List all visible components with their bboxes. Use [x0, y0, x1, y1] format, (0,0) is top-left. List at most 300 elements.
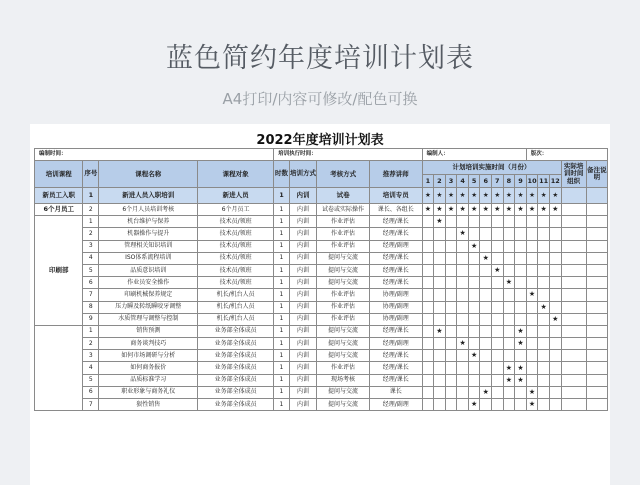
course-cell[interactable]: 商务谈判技巧: [99, 338, 198, 350]
month-7-cell[interactable]: [492, 289, 504, 301]
hours-cell[interactable]: 1: [274, 386, 290, 398]
month-11-cell[interactable]: [538, 350, 550, 362]
month-12-cell[interactable]: [549, 289, 561, 301]
assess-cell[interactable]: 作业评估: [317, 228, 370, 240]
month-10-cell[interactable]: [526, 338, 538, 350]
actual-time-cell[interactable]: [561, 216, 586, 228]
month-7-cell[interactable]: [492, 277, 504, 289]
lecturer-cell[interactable]: 经理/课长: [369, 325, 422, 337]
month-11-cell[interactable]: ★: [538, 301, 550, 313]
month-3-cell[interactable]: [445, 264, 457, 276]
month-3-cell[interactable]: [445, 240, 457, 252]
actual-time-cell[interactable]: [561, 313, 586, 325]
hours-cell[interactable]: 1: [274, 338, 290, 350]
method-cell[interactable]: 内训: [289, 277, 316, 289]
hours-cell[interactable]: 1: [274, 216, 290, 228]
method-cell[interactable]: 内训: [289, 264, 316, 276]
month-3-cell[interactable]: [445, 374, 457, 386]
actual-time-cell[interactable]: [561, 188, 586, 204]
month-10-cell[interactable]: [526, 277, 538, 289]
month-8-cell[interactable]: [503, 313, 515, 325]
month-6-cell[interactable]: [480, 350, 492, 362]
actual-time-cell[interactable]: [561, 289, 586, 301]
month-7-cell[interactable]: ★: [492, 204, 504, 216]
course-cell[interactable]: ISO体系流程培训: [99, 252, 198, 264]
month-11-cell[interactable]: ★: [538, 188, 550, 204]
month-1-cell[interactable]: [422, 289, 434, 301]
hours-cell[interactable]: 1: [274, 228, 290, 240]
course-cell[interactable]: 品质意识培训: [99, 264, 198, 276]
month-1-cell[interactable]: [422, 277, 434, 289]
month-3-cell[interactable]: ★: [445, 188, 457, 204]
month-2-cell[interactable]: [434, 264, 446, 276]
month-8-cell[interactable]: [503, 216, 515, 228]
remark-cell[interactable]: [586, 240, 607, 252]
month-9-cell[interactable]: ★: [515, 338, 527, 350]
month-4-cell[interactable]: [457, 240, 469, 252]
method-cell[interactable]: 内训: [289, 301, 316, 313]
actual-time-cell[interactable]: [561, 240, 586, 252]
month-8-cell[interactable]: [503, 289, 515, 301]
month-2-cell[interactable]: [434, 252, 446, 264]
method-cell[interactable]: 内训: [289, 399, 316, 411]
month-1-cell[interactable]: [422, 338, 434, 350]
remark-cell[interactable]: [586, 204, 607, 216]
month-7-cell[interactable]: [492, 313, 504, 325]
month-2-cell[interactable]: ★: [434, 188, 446, 204]
month-9-cell[interactable]: [515, 313, 527, 325]
month-4-cell[interactable]: [457, 313, 469, 325]
month-4-cell[interactable]: [457, 399, 469, 411]
month-11-cell[interactable]: [538, 277, 550, 289]
month-12-cell[interactable]: ★: [549, 188, 561, 204]
month-7-cell[interactable]: [492, 216, 504, 228]
month-9-cell[interactable]: [515, 277, 527, 289]
month-6-cell[interactable]: [480, 289, 492, 301]
month-9-cell[interactable]: [515, 386, 527, 398]
month-2-cell[interactable]: [434, 289, 446, 301]
month-11-cell[interactable]: [538, 289, 550, 301]
lecturer-cell[interactable]: 协理/副理: [369, 301, 422, 313]
month-10-cell[interactable]: [526, 325, 538, 337]
lecturer-cell[interactable]: 培训专员: [369, 188, 422, 204]
month-7-cell[interactable]: [492, 399, 504, 411]
month-12-cell[interactable]: [549, 374, 561, 386]
month-7-cell[interactable]: [492, 338, 504, 350]
month-6-cell[interactable]: ★: [480, 386, 492, 398]
month-9-cell[interactable]: [515, 264, 527, 276]
course-cell[interactable]: 作业员安全操作: [99, 277, 198, 289]
month-5-cell[interactable]: [468, 362, 480, 374]
month-3-cell[interactable]: [445, 252, 457, 264]
lecturer-cell[interactable]: 经理/副理: [369, 338, 422, 350]
month-2-cell[interactable]: [434, 338, 446, 350]
month-2-cell[interactable]: [434, 350, 446, 362]
hours-cell[interactable]: 1: [274, 277, 290, 289]
assess-cell[interactable]: 试卷: [317, 188, 370, 204]
course-cell[interactable]: 水质管理与调整与控制: [99, 313, 198, 325]
month-9-cell[interactable]: [515, 252, 527, 264]
course-cell[interactable]: 职业形象与商务礼仪: [99, 386, 198, 398]
month-10-cell[interactable]: ★: [526, 188, 538, 204]
month-1-cell[interactable]: [422, 240, 434, 252]
month-11-cell[interactable]: [538, 399, 550, 411]
remark-cell[interactable]: [586, 264, 607, 276]
method-cell[interactable]: 内训: [289, 338, 316, 350]
month-3-cell[interactable]: [445, 216, 457, 228]
month-6-cell[interactable]: [480, 362, 492, 374]
month-3-cell[interactable]: [445, 301, 457, 313]
month-5-cell[interactable]: [468, 228, 480, 240]
month-5-cell[interactable]: [468, 289, 480, 301]
month-2-cell[interactable]: [434, 301, 446, 313]
month-5-cell[interactable]: [468, 301, 480, 313]
month-9-cell[interactable]: [515, 399, 527, 411]
month-10-cell[interactable]: [526, 350, 538, 362]
month-10-cell[interactable]: [526, 313, 538, 325]
month-3-cell[interactable]: [445, 277, 457, 289]
month-8-cell[interactable]: [503, 252, 515, 264]
month-12-cell[interactable]: [549, 228, 561, 240]
month-12-cell[interactable]: [549, 216, 561, 228]
month-11-cell[interactable]: [538, 386, 550, 398]
assess-cell[interactable]: 作业评估: [317, 216, 370, 228]
month-2-cell[interactable]: [434, 313, 446, 325]
hours-cell[interactable]: 1: [274, 252, 290, 264]
audience-cell[interactable]: 6个月员工: [198, 204, 274, 216]
actual-time-cell[interactable]: [561, 350, 586, 362]
month-11-cell[interactable]: [538, 325, 550, 337]
method-cell[interactable]: 内训: [289, 289, 316, 301]
month-5-cell[interactable]: ★: [468, 399, 480, 411]
month-7-cell[interactable]: [492, 228, 504, 240]
month-7-cell[interactable]: [492, 362, 504, 374]
month-1-cell[interactable]: [422, 252, 434, 264]
month-5-cell[interactable]: [468, 313, 480, 325]
month-10-cell[interactable]: [526, 264, 538, 276]
audience-cell[interactable]: 机长/机台人员: [198, 289, 274, 301]
hours-cell[interactable]: 1: [274, 264, 290, 276]
month-10-cell[interactable]: ★: [526, 386, 538, 398]
month-6-cell[interactable]: ★: [480, 252, 492, 264]
month-2-cell[interactable]: [434, 277, 446, 289]
month-5-cell[interactable]: ★: [468, 350, 480, 362]
month-5-cell[interactable]: [468, 264, 480, 276]
actual-time-cell[interactable]: [561, 301, 586, 313]
month-8-cell[interactable]: [503, 386, 515, 398]
month-3-cell[interactable]: [445, 228, 457, 240]
month-3-cell[interactable]: [445, 338, 457, 350]
month-9-cell[interactable]: [515, 216, 527, 228]
actual-time-cell[interactable]: [561, 252, 586, 264]
remark-cell[interactable]: [586, 313, 607, 325]
audience-cell[interactable]: 业务部全体成员: [198, 338, 274, 350]
month-9-cell[interactable]: [515, 289, 527, 301]
month-9-cell[interactable]: [515, 228, 527, 240]
month-5-cell[interactable]: ★: [468, 204, 480, 216]
month-10-cell[interactable]: ★: [526, 289, 538, 301]
month-3-cell[interactable]: [445, 313, 457, 325]
month-9-cell[interactable]: [515, 350, 527, 362]
assess-cell[interactable]: 提问与交流: [317, 264, 370, 276]
course-cell[interactable]: 如何市场调研与分析: [99, 350, 198, 362]
month-11-cell[interactable]: [538, 264, 550, 276]
remark-cell[interactable]: [586, 188, 607, 204]
month-5-cell[interactable]: [468, 277, 480, 289]
hours-cell[interactable]: 1: [274, 289, 290, 301]
month-12-cell[interactable]: [549, 338, 561, 350]
month-12-cell[interactable]: [549, 301, 561, 313]
month-3-cell[interactable]: ★: [445, 204, 457, 216]
lecturer-cell[interactable]: 经理/课长: [369, 264, 422, 276]
month-3-cell[interactable]: [445, 362, 457, 374]
lecturer-cell[interactable]: 经理/课长: [369, 277, 422, 289]
audience-cell[interactable]: 业务部全体成员: [198, 350, 274, 362]
month-12-cell[interactable]: [549, 350, 561, 362]
lecturer-cell[interactable]: 经理/课长: [369, 350, 422, 362]
actual-time-cell[interactable]: [561, 338, 586, 350]
month-4-cell[interactable]: ★: [457, 204, 469, 216]
month-9-cell[interactable]: ★: [515, 325, 527, 337]
month-7-cell[interactable]: [492, 301, 504, 313]
actual-time-cell[interactable]: [561, 264, 586, 276]
method-cell[interactable]: 内训: [289, 228, 316, 240]
remark-cell[interactable]: [586, 252, 607, 264]
course-cell[interactable]: 印刷机械保养规定: [99, 289, 198, 301]
month-6-cell[interactable]: ★: [480, 188, 492, 204]
month-2-cell[interactable]: ★: [434, 204, 446, 216]
month-7-cell[interactable]: [492, 350, 504, 362]
hours-cell[interactable]: 1: [274, 399, 290, 411]
assess-cell[interactable]: 提问与交流: [317, 386, 370, 398]
hours-cell[interactable]: 1: [274, 350, 290, 362]
course-cell[interactable]: 机器操作与提升: [99, 228, 198, 240]
assess-cell[interactable]: 作业评估: [317, 240, 370, 252]
assess-cell[interactable]: 现场考核: [317, 374, 370, 386]
lecturer-cell[interactable]: 课长: [369, 386, 422, 398]
audience-cell[interactable]: 业务部全体成员: [198, 386, 274, 398]
execution-time-cell[interactable]: 培训执行时间：: [274, 149, 423, 161]
month-10-cell[interactable]: [526, 362, 538, 374]
hours-cell[interactable]: 1: [274, 204, 290, 216]
month-12-cell[interactable]: [549, 399, 561, 411]
hours-cell[interactable]: 1: [274, 301, 290, 313]
actual-time-cell[interactable]: [561, 399, 586, 411]
assess-cell[interactable]: 试卷或实际操作: [317, 204, 370, 216]
remark-cell[interactable]: [586, 325, 607, 337]
month-6-cell[interactable]: [480, 313, 492, 325]
month-11-cell[interactable]: [538, 338, 550, 350]
method-cell[interactable]: 内训: [289, 325, 316, 337]
month-12-cell[interactable]: ★: [549, 204, 561, 216]
course-cell[interactable]: 狠性销售: [99, 399, 198, 411]
course-cell[interactable]: 管理相关知识培训: [99, 240, 198, 252]
month-3-cell[interactable]: [445, 350, 457, 362]
lecturer-cell[interactable]: 课长、各组长: [369, 204, 422, 216]
month-7-cell[interactable]: ★: [492, 264, 504, 276]
remark-cell[interactable]: [586, 399, 607, 411]
hours-cell[interactable]: 1: [274, 362, 290, 374]
method-cell[interactable]: 内训: [289, 362, 316, 374]
month-7-cell[interactable]: [492, 252, 504, 264]
month-11-cell[interactable]: [538, 216, 550, 228]
month-6-cell[interactable]: [480, 216, 492, 228]
audience-cell[interactable]: 技术员/领班: [198, 228, 274, 240]
month-4-cell[interactable]: ★: [457, 188, 469, 204]
month-5-cell[interactable]: [468, 386, 480, 398]
method-cell[interactable]: 内训: [289, 252, 316, 264]
audience-cell[interactable]: 机长/机台人员: [198, 313, 274, 325]
month-8-cell[interactable]: [503, 350, 515, 362]
month-4-cell[interactable]: ★: [457, 338, 469, 350]
method-cell[interactable]: 内训: [289, 350, 316, 362]
month-1-cell[interactable]: [422, 350, 434, 362]
month-5-cell[interactable]: [468, 338, 480, 350]
actual-time-cell[interactable]: [561, 277, 586, 289]
month-5-cell[interactable]: [468, 325, 480, 337]
remark-cell[interactable]: [586, 350, 607, 362]
month-8-cell[interactable]: [503, 240, 515, 252]
month-1-cell[interactable]: [422, 264, 434, 276]
month-6-cell[interactable]: [480, 374, 492, 386]
lecturer-cell[interactable]: 经理/课长: [369, 228, 422, 240]
month-12-cell[interactable]: ★: [549, 313, 561, 325]
audience-cell[interactable]: 新进人员: [198, 188, 274, 204]
month-8-cell[interactable]: [503, 301, 515, 313]
audience-cell[interactable]: 机长/机台人员: [198, 301, 274, 313]
month-1-cell[interactable]: [422, 313, 434, 325]
audience-cell[interactable]: 业务部全体成员: [198, 374, 274, 386]
month-8-cell[interactable]: ★: [503, 204, 515, 216]
lecturer-cell[interactable]: 经理/副理: [369, 240, 422, 252]
month-10-cell[interactable]: [526, 301, 538, 313]
month-6-cell[interactable]: [480, 338, 492, 350]
assess-cell[interactable]: 提问与交流: [317, 252, 370, 264]
month-12-cell[interactable]: [549, 386, 561, 398]
assess-cell[interactable]: 提问与交流: [317, 277, 370, 289]
month-9-cell[interactable]: ★: [515, 188, 527, 204]
month-7-cell[interactable]: [492, 325, 504, 337]
course-cell[interactable]: 新进人员入职培训: [99, 188, 198, 204]
month-11-cell[interactable]: [538, 228, 550, 240]
month-2-cell[interactable]: ★: [434, 216, 446, 228]
month-8-cell[interactable]: [503, 399, 515, 411]
month-4-cell[interactable]: [457, 350, 469, 362]
lecturer-cell[interactable]: 经理/课长: [369, 374, 422, 386]
assess-cell[interactable]: 提问与交流: [317, 399, 370, 411]
method-cell[interactable]: 内训: [289, 240, 316, 252]
month-4-cell[interactable]: [457, 325, 469, 337]
month-8-cell[interactable]: [503, 338, 515, 350]
lecturer-cell[interactable]: 经理/副理: [369, 399, 422, 411]
month-1-cell[interactable]: [422, 228, 434, 240]
audience-cell[interactable]: 技术员/领班: [198, 277, 274, 289]
prepared-time-cell[interactable]: 编制时间：: [35, 149, 274, 161]
hours-cell[interactable]: 1: [274, 313, 290, 325]
month-3-cell[interactable]: [445, 386, 457, 398]
remark-cell[interactable]: [586, 374, 607, 386]
month-4-cell[interactable]: [457, 374, 469, 386]
month-6-cell[interactable]: ★: [480, 204, 492, 216]
course-cell[interactable]: 品质标准学习: [99, 374, 198, 386]
month-1-cell[interactable]: [422, 386, 434, 398]
remark-cell[interactable]: [586, 216, 607, 228]
method-cell[interactable]: 内训: [289, 204, 316, 216]
audience-cell[interactable]: 业务部全体成员: [198, 362, 274, 374]
month-10-cell[interactable]: [526, 374, 538, 386]
month-8-cell[interactable]: ★: [503, 362, 515, 374]
month-10-cell[interactable]: [526, 252, 538, 264]
month-10-cell[interactable]: ★: [526, 399, 538, 411]
hours-cell[interactable]: 1: [274, 188, 290, 204]
hours-cell[interactable]: 1: [274, 240, 290, 252]
month-1-cell[interactable]: ★: [422, 204, 434, 216]
month-2-cell[interactable]: [434, 362, 446, 374]
month-1-cell[interactable]: [422, 301, 434, 313]
month-4-cell[interactable]: [457, 289, 469, 301]
month-10-cell[interactable]: [526, 216, 538, 228]
method-cell[interactable]: 内训: [289, 386, 316, 398]
course-cell[interactable]: 销售预测: [99, 325, 198, 337]
assess-cell[interactable]: 作业评估: [317, 289, 370, 301]
month-12-cell[interactable]: [549, 252, 561, 264]
hours-cell[interactable]: 1: [274, 374, 290, 386]
assess-cell[interactable]: 作业评估: [317, 362, 370, 374]
month-1-cell[interactable]: ★: [422, 188, 434, 204]
remark-cell[interactable]: [586, 228, 607, 240]
month-6-cell[interactable]: [480, 264, 492, 276]
month-1-cell[interactable]: [422, 399, 434, 411]
month-7-cell[interactable]: [492, 374, 504, 386]
month-9-cell[interactable]: ★: [515, 204, 527, 216]
lecturer-cell[interactable]: 协理/副理: [369, 313, 422, 325]
remark-cell[interactable]: [586, 277, 607, 289]
remark-cell[interactable]: [586, 289, 607, 301]
month-11-cell[interactable]: [538, 362, 550, 374]
audience-cell[interactable]: 业务部全体成员: [198, 325, 274, 337]
month-4-cell[interactable]: [457, 301, 469, 313]
month-12-cell[interactable]: [549, 240, 561, 252]
month-9-cell[interactable]: ★: [515, 374, 527, 386]
lecturer-cell[interactable]: 经理/课长: [369, 216, 422, 228]
method-cell[interactable]: 内训: [289, 374, 316, 386]
month-9-cell[interactable]: [515, 240, 527, 252]
remark-cell[interactable]: [586, 386, 607, 398]
audience-cell[interactable]: 技术员/领班: [198, 252, 274, 264]
month-4-cell[interactable]: [457, 264, 469, 276]
assess-cell[interactable]: 提问与交流: [317, 350, 370, 362]
month-4-cell[interactable]: [457, 277, 469, 289]
month-2-cell[interactable]: [434, 399, 446, 411]
month-4-cell[interactable]: [457, 362, 469, 374]
month-11-cell[interactable]: [538, 374, 550, 386]
month-4-cell[interactable]: [457, 386, 469, 398]
month-7-cell[interactable]: [492, 386, 504, 398]
month-3-cell[interactable]: [445, 289, 457, 301]
actual-time-cell[interactable]: [561, 204, 586, 216]
month-6-cell[interactable]: [480, 228, 492, 240]
month-10-cell[interactable]: [526, 228, 538, 240]
month-6-cell[interactable]: [480, 277, 492, 289]
month-12-cell[interactable]: [549, 264, 561, 276]
audience-cell[interactable]: 技术员/领班: [198, 240, 274, 252]
month-8-cell[interactable]: ★: [503, 277, 515, 289]
audience-cell[interactable]: 技术员/领班: [198, 264, 274, 276]
audience-cell[interactable]: 业务部全体成员: [198, 399, 274, 411]
month-7-cell[interactable]: [492, 240, 504, 252]
audience-cell[interactable]: 技术员/领班: [198, 216, 274, 228]
month-12-cell[interactable]: [549, 325, 561, 337]
